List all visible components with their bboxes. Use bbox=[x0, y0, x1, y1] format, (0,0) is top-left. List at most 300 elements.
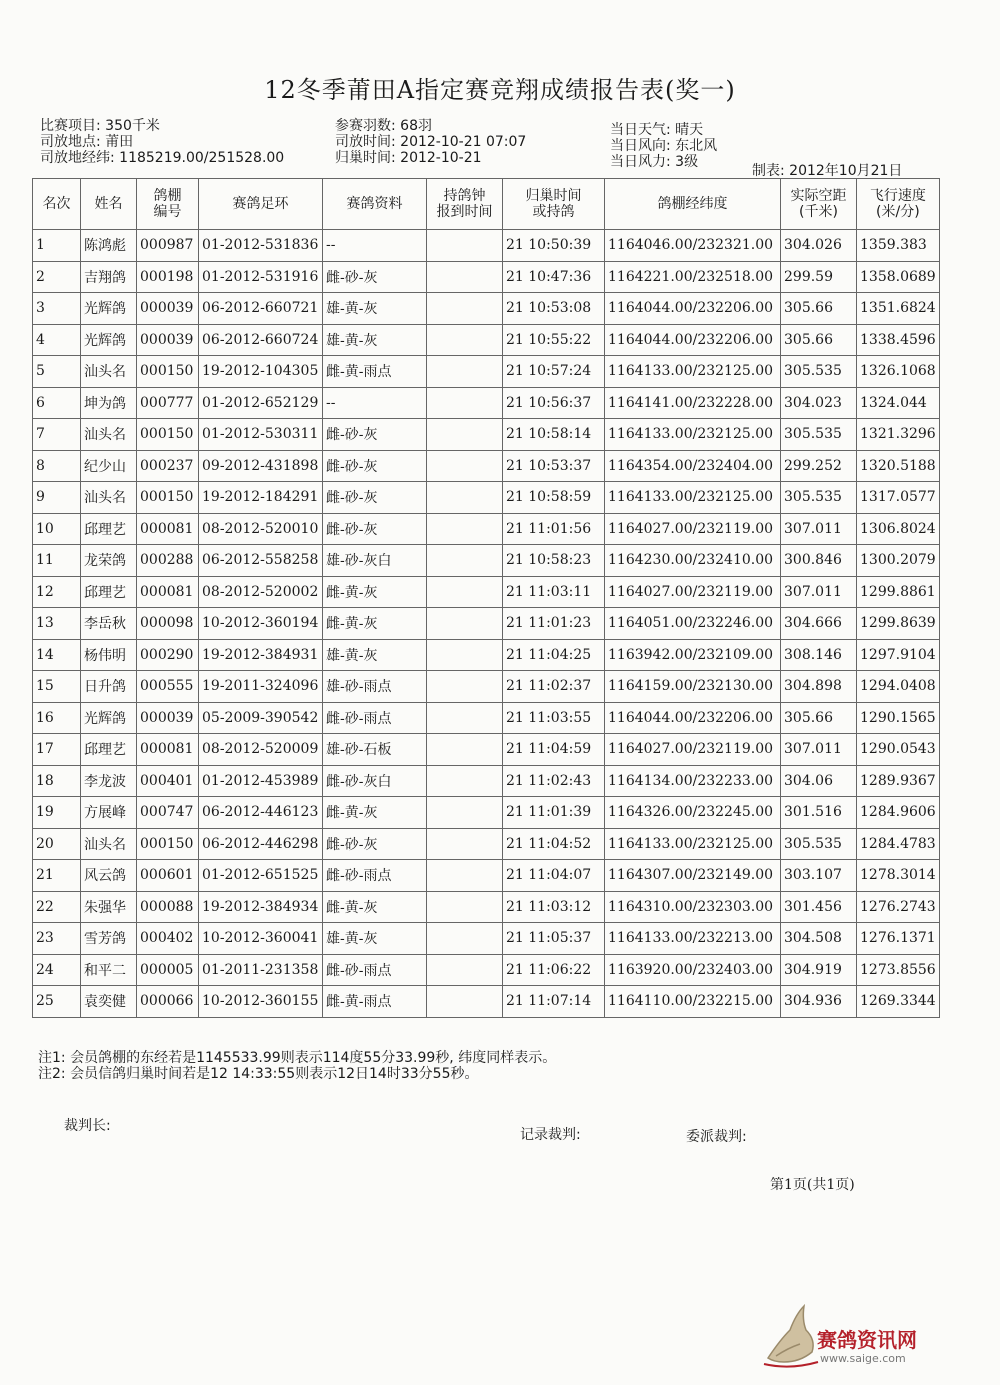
table-cell: 雄-黄-灰 bbox=[323, 639, 427, 671]
table-cell: 1164354.00/232404.00 bbox=[605, 450, 781, 482]
table-cell: 000088 bbox=[137, 891, 199, 923]
table-cell: 01-2012-531836 bbox=[199, 230, 323, 262]
table-cell: 000039 bbox=[137, 324, 199, 356]
table-cell bbox=[427, 828, 503, 860]
watermark-url: www.saige.com bbox=[820, 1352, 906, 1365]
table-cell: 304.023 bbox=[781, 387, 857, 419]
table-cell: 1164044.00/232206.00 bbox=[605, 702, 781, 734]
table-cell: 1164230.00/232410.00 bbox=[605, 545, 781, 577]
table-cell: 19-2012-104305 bbox=[199, 356, 323, 388]
table-cell: 304.666 bbox=[781, 608, 857, 640]
table-cell bbox=[427, 482, 503, 514]
table-cell: 10-2012-360194 bbox=[199, 608, 323, 640]
table-row bbox=[33, 671, 940, 703]
table-row bbox=[33, 702, 940, 734]
table-cell: 19-2012-384931 bbox=[199, 639, 323, 671]
page-number: 第1页(共1页) bbox=[770, 1177, 855, 1193]
table-cell: 01-2011-231358 bbox=[199, 954, 323, 986]
table-cell: 000987 bbox=[137, 230, 199, 262]
table-cell: 08-2012-520010 bbox=[199, 513, 323, 545]
table-cell bbox=[427, 419, 503, 451]
table-cell bbox=[427, 608, 503, 640]
table-cell: 000402 bbox=[137, 923, 199, 955]
table-cell: 304.026 bbox=[781, 230, 857, 262]
table-cell: 01-2012-652129 bbox=[199, 387, 323, 419]
table-cell: 风云鸽 bbox=[81, 860, 137, 892]
table-cell: 000401 bbox=[137, 765, 199, 797]
table-cell: 304.898 bbox=[781, 671, 857, 703]
table-cell: 21 10:56:37 bbox=[503, 387, 605, 419]
table-cell: 000601 bbox=[137, 860, 199, 892]
table-cell bbox=[427, 923, 503, 955]
table-cell: 4 bbox=[33, 324, 81, 356]
table-cell: 1164221.00/232518.00 bbox=[605, 261, 781, 293]
table-cell: 1164044.00/232206.00 bbox=[605, 293, 781, 325]
table-cell: 000237 bbox=[137, 450, 199, 482]
table-body bbox=[33, 230, 940, 1018]
table-cell: 24 bbox=[33, 954, 81, 986]
table-cell: 1278.3014 bbox=[857, 860, 940, 892]
table-cell: 000150 bbox=[137, 482, 199, 514]
table-cell: 1269.3344 bbox=[857, 986, 940, 1018]
column-header: 名次 bbox=[33, 179, 81, 230]
meta-release-time: 司放时间: 2012-10-21 07:07 bbox=[335, 134, 527, 150]
meta-release-coords: 司放地经纬: 1185219.00/251528.00 bbox=[40, 150, 285, 166]
table-cell: 光辉鸽 bbox=[81, 702, 137, 734]
table-cell: 陈鸿彪 bbox=[81, 230, 137, 262]
meta-release-place: 司放地点: 莆田 bbox=[40, 134, 134, 150]
table-cell: 1164046.00/232321.00 bbox=[605, 230, 781, 262]
note-2: 注2: 会员信鸽归巢时间若是12 14:33:55则表示12日14时33分55秒。 bbox=[38, 1066, 479, 1082]
table-cell: 1164159.00/232130.00 bbox=[605, 671, 781, 703]
table-cell: 1297.9104 bbox=[857, 639, 940, 671]
table-row bbox=[33, 734, 940, 766]
table-cell: 1320.5188 bbox=[857, 450, 940, 482]
table-row bbox=[33, 545, 940, 577]
column-header: 实际空距 (千米) bbox=[781, 179, 857, 230]
table-cell bbox=[427, 765, 503, 797]
table-cell: 1284.4783 bbox=[857, 828, 940, 860]
table-row bbox=[33, 639, 940, 671]
table-cell: 1276.1371 bbox=[857, 923, 940, 955]
table-cell: 1338.4596 bbox=[857, 324, 940, 356]
table-cell: 308.146 bbox=[781, 639, 857, 671]
table-cell: 袁奕健 bbox=[81, 986, 137, 1018]
table-cell: 光辉鸽 bbox=[81, 293, 137, 325]
table-cell: 6 bbox=[33, 387, 81, 419]
table-row bbox=[33, 324, 940, 356]
table-cell bbox=[427, 702, 503, 734]
watermark-logo bbox=[760, 1300, 960, 1370]
table-cell: 雌-砂-灰 bbox=[323, 450, 427, 482]
table-cell: 000555 bbox=[137, 671, 199, 703]
table-cell: 01-2012-651525 bbox=[199, 860, 323, 892]
column-header: 赛鸽足环 bbox=[199, 179, 323, 230]
table-cell: 301.456 bbox=[781, 891, 857, 923]
table-cell: 1306.8024 bbox=[857, 513, 940, 545]
table-row bbox=[33, 419, 940, 451]
table-cell: 08-2012-520002 bbox=[199, 576, 323, 608]
table-cell: 雌-砂-灰 bbox=[323, 828, 427, 860]
table-cell: 纪少山 bbox=[81, 450, 137, 482]
table-cell: 1290.1565 bbox=[857, 702, 940, 734]
table-cell: 雌-黄-灰 bbox=[323, 797, 427, 829]
table-cell: 1164133.00/232125.00 bbox=[605, 356, 781, 388]
table-cell: 雄-黄-灰 bbox=[323, 324, 427, 356]
table-cell bbox=[427, 576, 503, 608]
meta-made-date: 制表: 2012年10月21日 bbox=[752, 163, 903, 179]
table-cell: 1290.0543 bbox=[857, 734, 940, 766]
table-row bbox=[33, 954, 940, 986]
table-cell: 1164133.00/232125.00 bbox=[605, 419, 781, 451]
table-cell: 1163942.00/232109.00 bbox=[605, 639, 781, 671]
meta-race-item: 比赛项目: 350千米 bbox=[40, 118, 160, 134]
table-cell: 19 bbox=[33, 797, 81, 829]
notes bbox=[38, 1050, 556, 1082]
table-row bbox=[33, 387, 940, 419]
table-cell: 000150 bbox=[137, 356, 199, 388]
table-cell bbox=[427, 986, 503, 1018]
table-cell: 邱理艺 bbox=[81, 513, 137, 545]
column-header: 鸽棚 编号 bbox=[137, 179, 199, 230]
table-cell: 06-2012-446298 bbox=[199, 828, 323, 860]
table-cell: 1359.383 bbox=[857, 230, 940, 262]
table-cell: 李龙波 bbox=[81, 765, 137, 797]
table-cell: 305.535 bbox=[781, 482, 857, 514]
meta-return-time: 归巢时间: 2012-10-21 bbox=[335, 150, 482, 166]
table-cell: 光辉鸽 bbox=[81, 324, 137, 356]
table-cell bbox=[427, 261, 503, 293]
table-row bbox=[33, 828, 940, 860]
table-cell: 305.535 bbox=[781, 828, 857, 860]
table-cell: 1164110.00/232215.00 bbox=[605, 986, 781, 1018]
table-cell: 1289.9367 bbox=[857, 765, 940, 797]
table-cell: 06-2012-446123 bbox=[199, 797, 323, 829]
table-cell: 雌-砂-灰 bbox=[323, 419, 427, 451]
table-cell: 1317.0577 bbox=[857, 482, 940, 514]
table-cell: 1164133.00/232125.00 bbox=[605, 482, 781, 514]
column-header: 赛鸽资料 bbox=[323, 179, 427, 230]
table-cell: 1164133.00/232125.00 bbox=[605, 828, 781, 860]
table-cell: 1164310.00/232303.00 bbox=[605, 891, 781, 923]
table-cell: 吉翔鸽 bbox=[81, 261, 137, 293]
table-cell: 21 11:01:39 bbox=[503, 797, 605, 829]
table-cell: 18 bbox=[33, 765, 81, 797]
table-cell: 汕头名 bbox=[81, 356, 137, 388]
column-header: 持鸽钟 报到时间 bbox=[427, 179, 503, 230]
table-cell: 1164051.00/232246.00 bbox=[605, 608, 781, 640]
table-cell: 305.66 bbox=[781, 293, 857, 325]
table-cell: 000150 bbox=[137, 828, 199, 860]
table-cell: 21 11:04:25 bbox=[503, 639, 605, 671]
table-cell: 汕头名 bbox=[81, 419, 137, 451]
table-cell: 1324.044 bbox=[857, 387, 940, 419]
table-cell: 汕头名 bbox=[81, 482, 137, 514]
table-cell: 16 bbox=[33, 702, 81, 734]
table-cell: 21 11:04:52 bbox=[503, 828, 605, 860]
table-cell: 000039 bbox=[137, 293, 199, 325]
table-cell: 000777 bbox=[137, 387, 199, 419]
table-row bbox=[33, 513, 940, 545]
table-cell: 19-2011-324096 bbox=[199, 671, 323, 703]
table-cell: 303.107 bbox=[781, 860, 857, 892]
table-cell: 21 11:07:14 bbox=[503, 986, 605, 1018]
table-cell: 2 bbox=[33, 261, 81, 293]
table-cell: 邱理艺 bbox=[81, 734, 137, 766]
table-cell: 21 10:57:24 bbox=[503, 356, 605, 388]
table-cell: 09-2012-431898 bbox=[199, 450, 323, 482]
table-cell: 05-2009-390542 bbox=[199, 702, 323, 734]
table-cell: 21 10:58:14 bbox=[503, 419, 605, 451]
table-cell: 雄-黄-灰 bbox=[323, 923, 427, 955]
table-cell: 7 bbox=[33, 419, 81, 451]
table-cell: 日升鸽 bbox=[81, 671, 137, 703]
table-cell: 06-2012-660721 bbox=[199, 293, 323, 325]
table-cell: 000066 bbox=[137, 986, 199, 1018]
table-row bbox=[33, 797, 940, 829]
table-cell: 1284.9606 bbox=[857, 797, 940, 829]
table-cell bbox=[427, 891, 503, 923]
table-cell: 000098 bbox=[137, 608, 199, 640]
table-cell: 雌-砂-雨点 bbox=[323, 954, 427, 986]
table-cell: 21 11:06:22 bbox=[503, 954, 605, 986]
table-cell: 21 10:58:23 bbox=[503, 545, 605, 577]
table-cell: 1 bbox=[33, 230, 81, 262]
table-cell: 299.252 bbox=[781, 450, 857, 482]
table-cell: -- bbox=[323, 230, 427, 262]
table-cell: 299.59 bbox=[781, 261, 857, 293]
report-title: 12冬季莆田A指定赛竞翔成绩报告表(奖一) bbox=[264, 76, 736, 104]
table-cell: 1164027.00/232119.00 bbox=[605, 513, 781, 545]
meta-race-info bbox=[40, 118, 284, 166]
table-row bbox=[33, 261, 940, 293]
table-cell: 雌-黄-雨点 bbox=[323, 356, 427, 388]
table-cell: 06-2012-660724 bbox=[199, 324, 323, 356]
table-cell: 21 11:02:43 bbox=[503, 765, 605, 797]
table-cell: 雄-砂-石板 bbox=[323, 734, 427, 766]
signature-chief-judge: 裁判长: bbox=[64, 1118, 111, 1134]
table-cell: 000150 bbox=[137, 419, 199, 451]
table-header-row bbox=[33, 179, 940, 230]
table-row bbox=[33, 765, 940, 797]
table-cell: 01-2012-453989 bbox=[199, 765, 323, 797]
table-cell: 22 bbox=[33, 891, 81, 923]
table-cell bbox=[427, 797, 503, 829]
table-cell: 21 11:04:07 bbox=[503, 860, 605, 892]
column-header: 鸽棚经纬度 bbox=[605, 179, 781, 230]
table-cell: 19-2012-184291 bbox=[199, 482, 323, 514]
table-row bbox=[33, 482, 940, 514]
table-cell: 1273.8556 bbox=[857, 954, 940, 986]
column-header: 归巢时间 或持鸽 bbox=[503, 179, 605, 230]
table-cell: 19-2012-384934 bbox=[199, 891, 323, 923]
table-cell: 20 bbox=[33, 828, 81, 860]
table-cell: 13 bbox=[33, 608, 81, 640]
table-cell: 21 11:05:37 bbox=[503, 923, 605, 955]
table-cell: 17 bbox=[33, 734, 81, 766]
table-cell: 雪芳鸽 bbox=[81, 923, 137, 955]
table-cell: 21 10:58:59 bbox=[503, 482, 605, 514]
table-row bbox=[33, 608, 940, 640]
table-cell: 307.011 bbox=[781, 513, 857, 545]
table-cell: 305.535 bbox=[781, 419, 857, 451]
table-cell: 000081 bbox=[137, 513, 199, 545]
table-cell: 21 10:55:22 bbox=[503, 324, 605, 356]
table-cell: 10-2012-360041 bbox=[199, 923, 323, 955]
table-cell: 000081 bbox=[137, 734, 199, 766]
table-cell: 01-2012-531916 bbox=[199, 261, 323, 293]
table-cell: 雌-砂-灰白 bbox=[323, 765, 427, 797]
table-cell: 雌-砂-灰 bbox=[323, 261, 427, 293]
table-cell: 000747 bbox=[137, 797, 199, 829]
table-cell: 李岳秋 bbox=[81, 608, 137, 640]
table-cell: 汕头名 bbox=[81, 828, 137, 860]
table-cell bbox=[427, 387, 503, 419]
signature-appointed-judge: 委派裁判: bbox=[686, 1129, 747, 1145]
table-cell: 5 bbox=[33, 356, 81, 388]
table-cell bbox=[427, 639, 503, 671]
table-cell bbox=[427, 450, 503, 482]
table-cell: 1164141.00/232228.00 bbox=[605, 387, 781, 419]
meta-entries: 参赛羽数: 68羽 bbox=[335, 118, 432, 134]
table-cell: 305.66 bbox=[781, 702, 857, 734]
table-cell: 10-2012-360155 bbox=[199, 986, 323, 1018]
table-row bbox=[33, 576, 940, 608]
table-cell: 1358.0689 bbox=[857, 261, 940, 293]
table-cell: 1164307.00/232149.00 bbox=[605, 860, 781, 892]
table-cell: 1300.2079 bbox=[857, 545, 940, 577]
table-cell: 11 bbox=[33, 545, 81, 577]
table-cell: 21 11:03:12 bbox=[503, 891, 605, 923]
table-cell: 304.508 bbox=[781, 923, 857, 955]
meta-wind-force: 当日风力: 3级 bbox=[610, 154, 699, 170]
table-cell: 雌-黄-灰 bbox=[323, 576, 427, 608]
table-cell: 雄-砂-灰白 bbox=[323, 545, 427, 577]
table-row bbox=[33, 356, 940, 388]
table-cell bbox=[427, 545, 503, 577]
column-header: 姓名 bbox=[81, 179, 137, 230]
table-cell: 雌-砂-雨点 bbox=[323, 702, 427, 734]
note-1: 注1: 会员鸽棚的东经若是1145533.99则表示114度55分33.99秒, 纬度同样表示。 bbox=[38, 1050, 557, 1066]
table-cell: 01-2012-530311 bbox=[199, 419, 323, 451]
table-cell: 25 bbox=[33, 986, 81, 1018]
table-cell: 21 10:53:08 bbox=[503, 293, 605, 325]
results-table bbox=[32, 178, 940, 1018]
table-cell bbox=[427, 671, 503, 703]
meta-wind-direction: 当日风向: 东北风 bbox=[610, 138, 718, 154]
table-cell bbox=[427, 954, 503, 986]
table-cell bbox=[427, 513, 503, 545]
table-cell: 雌-砂-灰 bbox=[323, 482, 427, 514]
table-row bbox=[33, 923, 940, 955]
table-cell: 坤为鸽 bbox=[81, 387, 137, 419]
table-cell: 000039 bbox=[137, 702, 199, 734]
table-cell: -- bbox=[323, 387, 427, 419]
table-cell: 1351.6824 bbox=[857, 293, 940, 325]
column-header: 飞行速度 (米/分) bbox=[857, 179, 940, 230]
table-cell: 304.919 bbox=[781, 954, 857, 986]
table-cell bbox=[427, 860, 503, 892]
table-cell: 300.846 bbox=[781, 545, 857, 577]
meta-timing-info bbox=[335, 118, 526, 166]
table-cell: 雌-黄-灰 bbox=[323, 891, 427, 923]
table-cell: 1164027.00/232119.00 bbox=[605, 734, 781, 766]
table-cell: 9 bbox=[33, 482, 81, 514]
table-cell: 1321.3296 bbox=[857, 419, 940, 451]
table-cell: 000290 bbox=[137, 639, 199, 671]
table-row bbox=[33, 860, 940, 892]
table-cell: 14 bbox=[33, 639, 81, 671]
table-cell: 雄-黄-灰 bbox=[323, 293, 427, 325]
table-cell: 21 11:03:11 bbox=[503, 576, 605, 608]
table-cell: 1164044.00/232206.00 bbox=[605, 324, 781, 356]
table-cell: 305.66 bbox=[781, 324, 857, 356]
table-cell: 3 bbox=[33, 293, 81, 325]
table-row bbox=[33, 986, 940, 1018]
table-cell: 21 10:50:39 bbox=[503, 230, 605, 262]
table-row bbox=[33, 891, 940, 923]
table-cell bbox=[427, 356, 503, 388]
table-cell: 21 11:02:37 bbox=[503, 671, 605, 703]
table-cell: 21 11:03:55 bbox=[503, 702, 605, 734]
table-cell bbox=[427, 293, 503, 325]
table-row bbox=[33, 293, 940, 325]
table-cell: 08-2012-520009 bbox=[199, 734, 323, 766]
table-cell: 邱理艺 bbox=[81, 576, 137, 608]
table-cell: 1326.1068 bbox=[857, 356, 940, 388]
table-cell: 000198 bbox=[137, 261, 199, 293]
table-cell: 雌-黄-灰 bbox=[323, 608, 427, 640]
table-cell: 朱强华 bbox=[81, 891, 137, 923]
table-cell: 1294.0408 bbox=[857, 671, 940, 703]
table-cell: 1299.8639 bbox=[857, 608, 940, 640]
table-cell: 8 bbox=[33, 450, 81, 482]
signature-recording-judge: 记录裁判: bbox=[520, 1127, 581, 1143]
table-cell: 304.06 bbox=[781, 765, 857, 797]
table-cell: 21 10:53:37 bbox=[503, 450, 605, 482]
table-cell bbox=[427, 734, 503, 766]
table-cell: 305.535 bbox=[781, 356, 857, 388]
table-cell: 雌-黄-雨点 bbox=[323, 986, 427, 1018]
table-cell bbox=[427, 324, 503, 356]
table-cell: 21 11:01:56 bbox=[503, 513, 605, 545]
meta-weather: 当日天气: 晴天 bbox=[610, 122, 704, 138]
table-cell: 12 bbox=[33, 576, 81, 608]
table-cell: 000288 bbox=[137, 545, 199, 577]
table-cell: 21 10:47:36 bbox=[503, 261, 605, 293]
table-cell: 307.011 bbox=[781, 576, 857, 608]
table-cell: 1164134.00/232233.00 bbox=[605, 765, 781, 797]
table-cell: 15 bbox=[33, 671, 81, 703]
table-cell: 雌-砂-灰 bbox=[323, 513, 427, 545]
table-cell: 301.516 bbox=[781, 797, 857, 829]
table-cell: 1299.8861 bbox=[857, 576, 940, 608]
table-cell: 10 bbox=[33, 513, 81, 545]
table-cell: 000005 bbox=[137, 954, 199, 986]
watermark-name: 赛鸽资讯网 bbox=[817, 1328, 917, 1352]
table-cell: 304.936 bbox=[781, 986, 857, 1018]
table-cell: 1276.2743 bbox=[857, 891, 940, 923]
table-cell: 307.011 bbox=[781, 734, 857, 766]
table-cell: 000081 bbox=[137, 576, 199, 608]
table-cell: 雄-砂-雨点 bbox=[323, 671, 427, 703]
table-cell: 和平二 bbox=[81, 954, 137, 986]
table-cell: 1164133.00/232213.00 bbox=[605, 923, 781, 955]
table-row bbox=[33, 230, 940, 262]
table-cell: 雌-砂-雨点 bbox=[323, 860, 427, 892]
table-cell: 21 bbox=[33, 860, 81, 892]
table-cell: 21 11:04:59 bbox=[503, 734, 605, 766]
